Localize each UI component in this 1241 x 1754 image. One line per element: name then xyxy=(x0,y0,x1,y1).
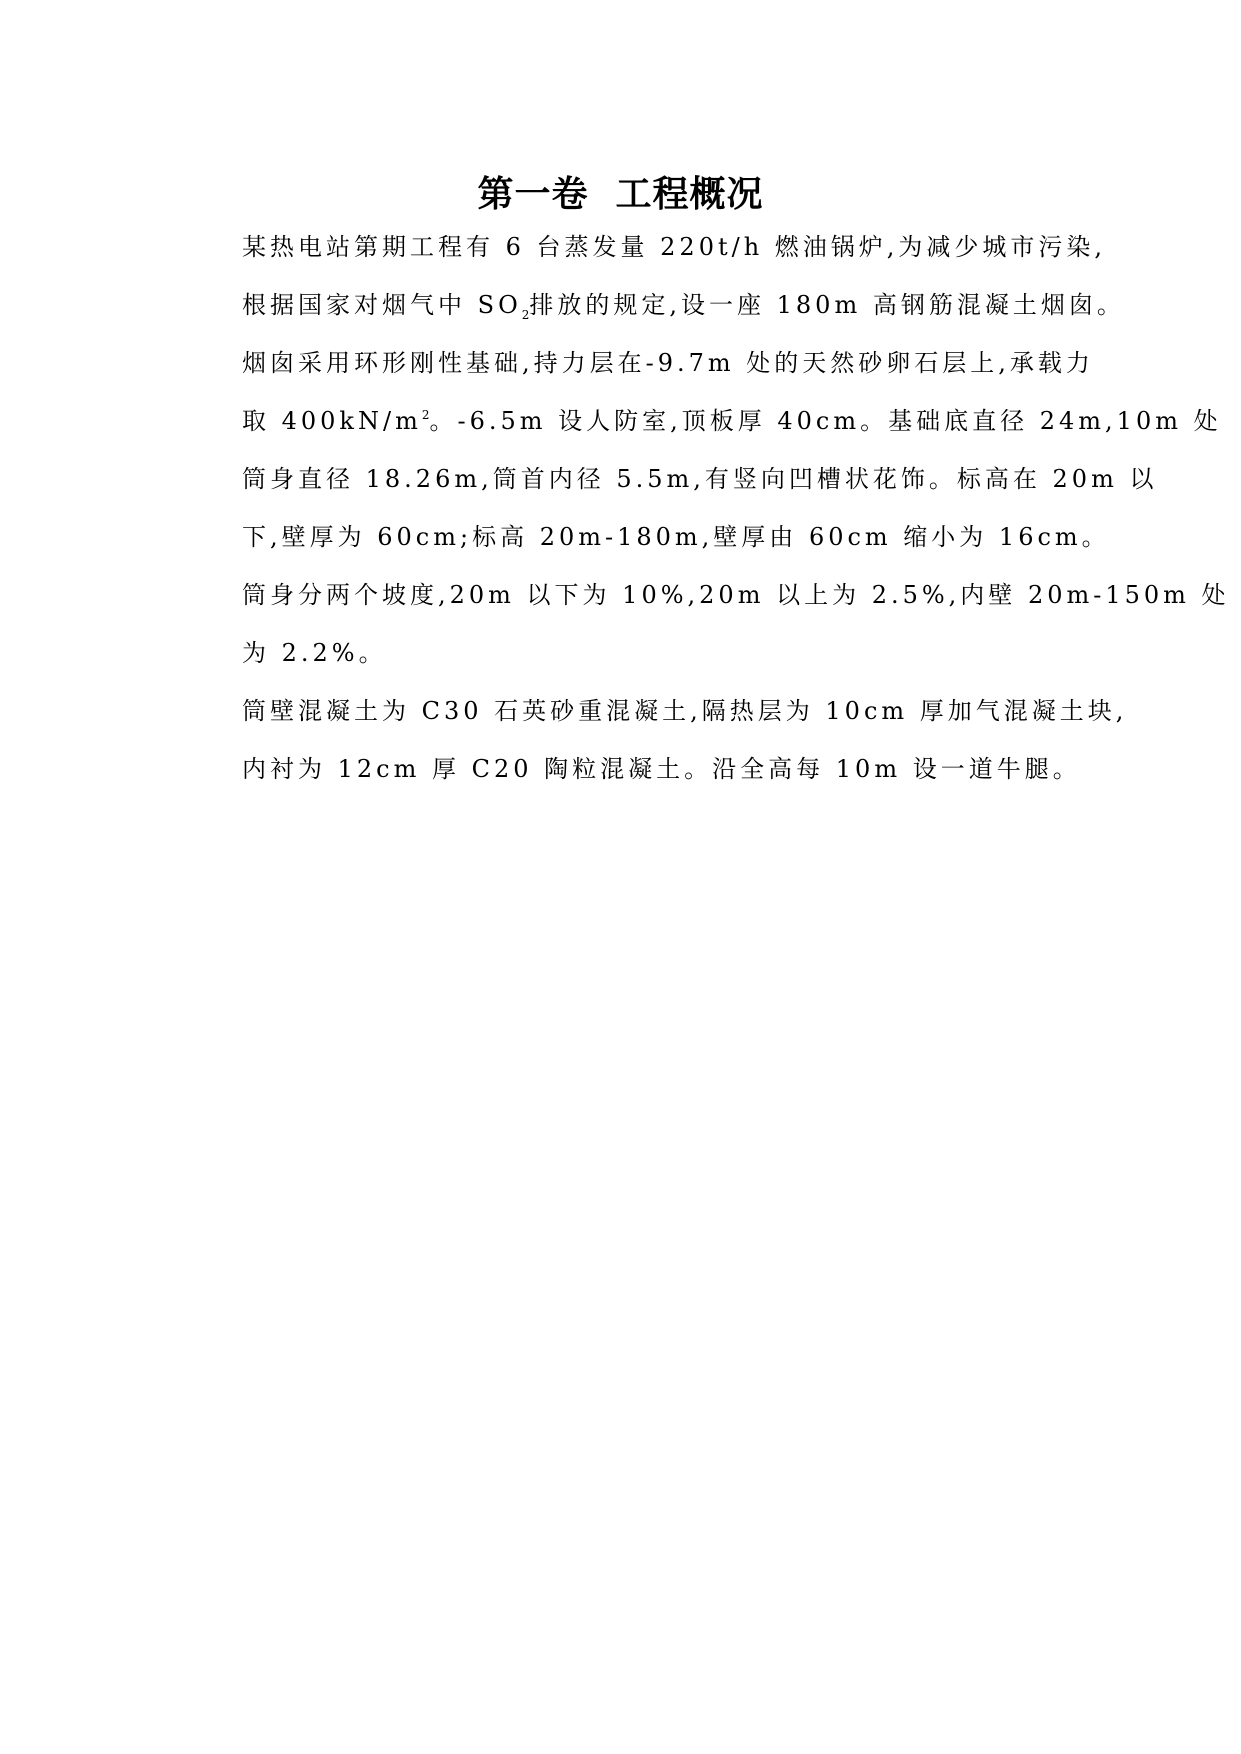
page-title: 第一卷 工程概况 xyxy=(477,174,764,215)
superscript-2: 2 xyxy=(421,408,430,422)
paragraph-2-line-1: 烟囱采用环形刚性基础,持力层在-9.7m 处的天然砂卵石层上,承载力 xyxy=(242,349,1094,377)
paragraph-2-line-4: 下,壁厚为 60cm;标高 20m-180m,壁厚由 60cm 缩小为 16cm。 xyxy=(242,523,1110,551)
paragraph-3-line-2: 为 2.2%。 xyxy=(242,639,387,667)
paragraph-1-line-1: 某热电站第期工程有 6 台蒸发量 220t/h 燃油锅炉,为减少城市污染, xyxy=(242,233,1107,261)
paragraph-2-line-3: 筒身直径 18.26m,筒首内径 5.5m,有竖向凹槽状花饰。标高在 20m 以 xyxy=(242,465,1158,493)
paragraph-3-line-1: 筒身分两个坡度,20m 以下为 10%,20m 以上为 2.5%,内壁 20m-150m 处 xyxy=(242,581,1230,609)
line-text-end: 排放的规定,设一座 180m 高钢筋混凝土烟囱。 xyxy=(529,291,1125,319)
paragraph-4-line-2: 内衬为 12cm 厚 C20 陶粒混凝土。沿全高每 10m 设一道牛腿。 xyxy=(242,755,1081,783)
line-text-start: 取 400kN/m xyxy=(242,407,422,435)
line-text-start: 根据国家对烟气中 SO xyxy=(242,291,522,319)
line-text-end: 。-6.5m 设人防室,顶板厚 40cm。基础底直径 24m,10m 处 xyxy=(429,407,1222,435)
subscript-2: 2 xyxy=(521,308,530,322)
paragraph-1-line-2 xyxy=(242,289,1125,325)
paragraph-4-line-1: 筒壁混凝土为 C30 石英砂重混凝土,隔热层为 10cm 厚加气混凝土块, xyxy=(242,697,1128,725)
paragraph-2-line-2 xyxy=(242,405,1222,441)
